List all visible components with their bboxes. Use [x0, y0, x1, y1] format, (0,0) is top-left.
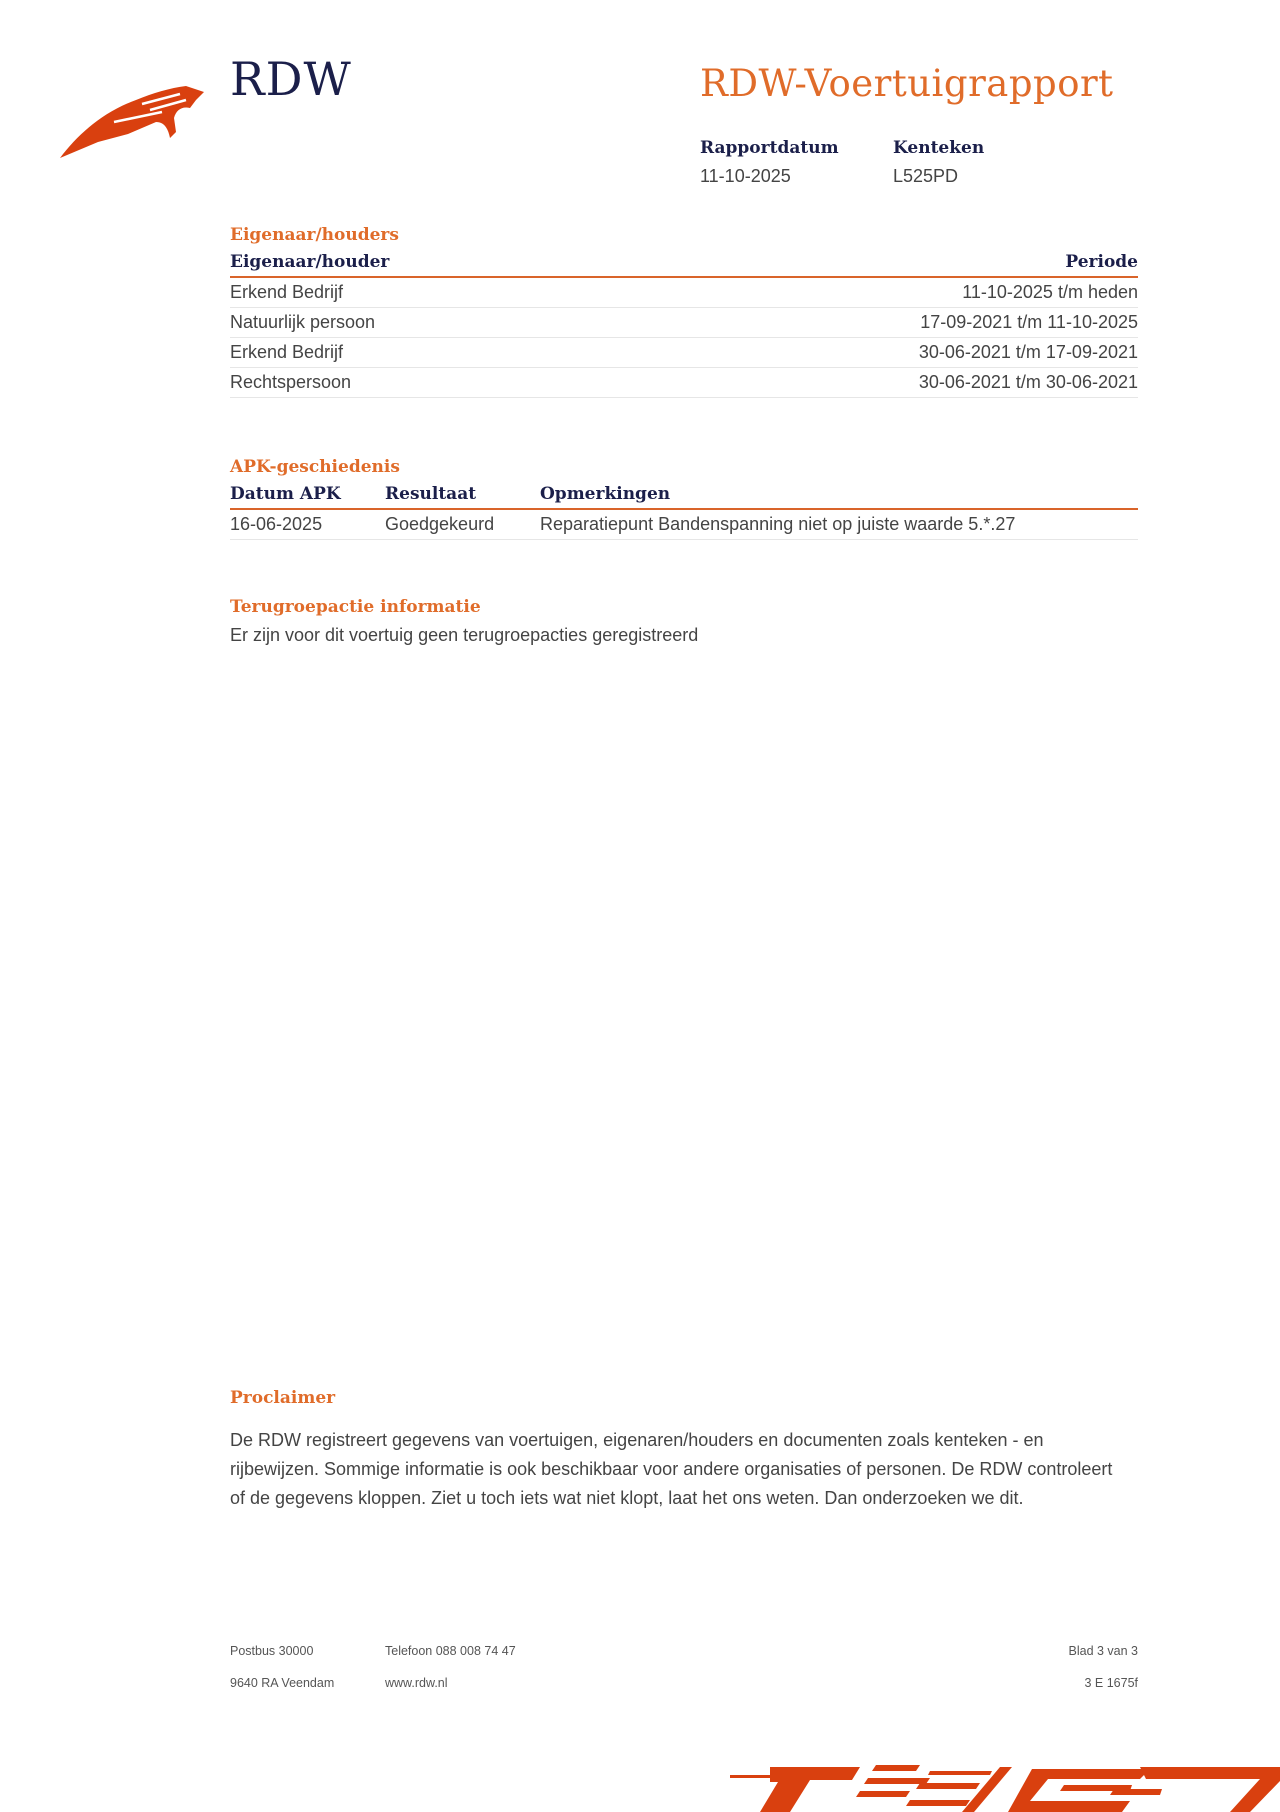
owner-cell: Rechtspersoon [230, 372, 352, 392]
report-date-label: Rapportdatum [700, 138, 839, 158]
table-row [230, 278, 1138, 308]
period-cell: 11-10-2025 t/m heden [962, 282, 1138, 302]
report-date-value: 11-10-2025 [700, 166, 791, 186]
period-cell: 30-06-2021 t/m 30-06-2021 [918, 372, 1138, 392]
rdw-stripes-decoration-icon [730, 1745, 1280, 1812]
proclaimer-section-title: Proclaimer [230, 1388, 336, 1408]
apk-table [230, 482, 1138, 540]
recall-section-title: Terugroepactie informatie [230, 597, 481, 617]
apk-remarks-column-header: Opmerkingen [540, 484, 671, 504]
period-cell: 30-06-2021 t/m 17-09-2021 [918, 342, 1138, 362]
apk-date-cell: 16-06-2025 [230, 514, 323, 534]
apk-result-cell: Goedgekeurd [385, 514, 495, 534]
owners-table-header [230, 250, 1138, 278]
table-row [230, 368, 1138, 398]
apk-date-column-header: Datum APK [230, 484, 341, 504]
apk-section-title: APK-geschiedenis [230, 457, 400, 477]
footer-postbus: Postbus 30000 [230, 1644, 314, 1658]
period-column-header: Periode [1065, 252, 1138, 272]
license-plate-label: Kenteken [893, 138, 985, 158]
apk-table-header [230, 482, 1138, 510]
footer-page-number: Blad 3 van 3 [1068, 1644, 1138, 1658]
owner-column-header: Eigenaar/houder [230, 252, 390, 272]
report-title: RDW-Voertuigrapport [700, 62, 1114, 105]
footer-phone: Telefoon 088 008 74 47 [385, 1644, 516, 1658]
apk-remarks-cell: Reparatiepunt Bandenspanning niet op juiste waarde 5.*.27 [540, 514, 1016, 534]
footer-website-link[interactable]: www.rdw.nl [385, 1676, 448, 1690]
owner-cell: Natuurlijk persoon [230, 312, 376, 332]
table-row [230, 510, 1138, 540]
footer-city: 9640 RA Veendam [230, 1676, 335, 1690]
owner-cell: Erkend Bedrijf [230, 342, 344, 362]
owners-section-title: Eigenaar/houders [230, 225, 399, 245]
owner-cell: Erkend Bedrijf [230, 282, 344, 302]
rdw-feather-logo-icon [58, 82, 208, 160]
table-row [230, 308, 1138, 338]
proclaimer-text: De RDW registreert gegevens van voertuigen, eigenaren/houders en documenten zoals kenteken - en rijbewijzen. Sommige informatie is ook beschikbaar voor andere organisaties of personen. De RDW controleert of de gegevens kloppen. Ziet u toch iets wat niet klopt, laat het ons weten. Dan onderzoeken we dit. [230, 1430, 1113, 1508]
period-cell: 17-09-2021 t/m 11-10-2025 [920, 312, 1138, 332]
rdw-logo-text: RDW [230, 52, 352, 106]
table-row [230, 338, 1138, 368]
report-date [700, 138, 839, 187]
license-plate [893, 138, 984, 187]
apk-result-column-header: Resultaat [385, 484, 477, 504]
license-plate-value: L525PD [893, 166, 959, 186]
recall-text: Er zijn voor dit voertuig geen terugroepacties geregistreerd [230, 625, 699, 645]
footer-document-code: 3 E 1675f [1084, 1676, 1138, 1690]
owners-table [230, 250, 1138, 398]
